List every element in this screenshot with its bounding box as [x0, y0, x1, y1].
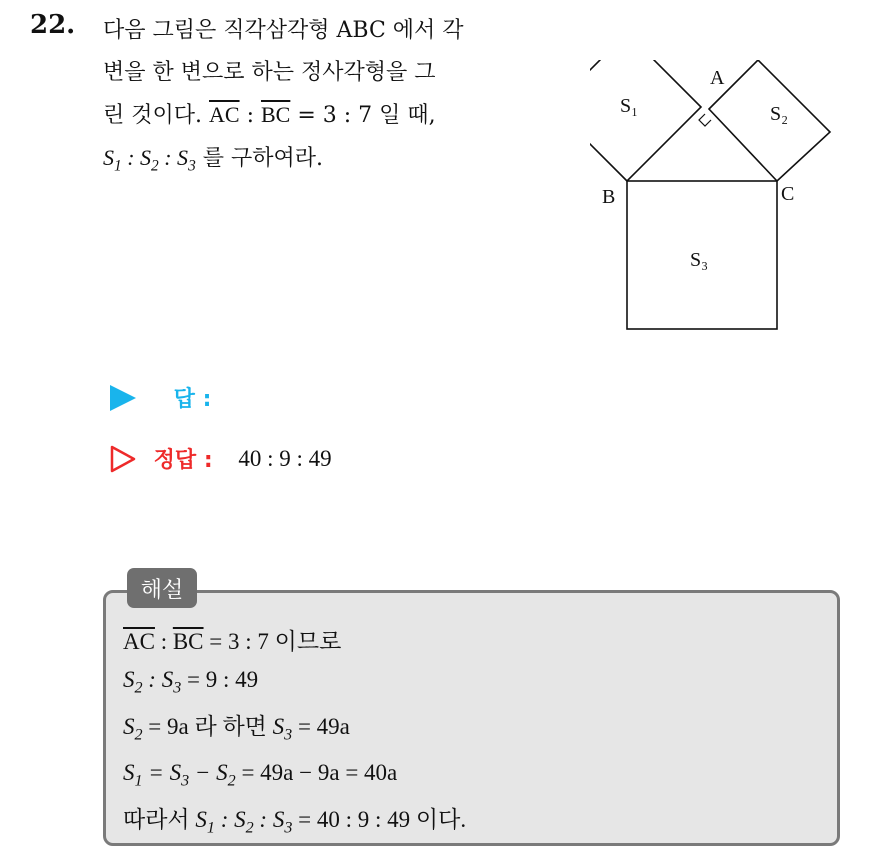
question-line-2: 변을 한 변으로 하는 정사각형을 그: [103, 60, 436, 85]
solution-line-4: $S_1 = S_3 - S_2 = 49a - 9a = 40a$: [123, 760, 398, 790]
right-angle-mark: [699, 114, 711, 126]
ratio-colon: :: [246, 103, 254, 128]
sol-segment-bc: $\overline{BC}$: [172, 629, 204, 654]
answer-blank-row: [110, 382, 211, 413]
solution-tab: 해설: [127, 568, 197, 608]
outline-triangle-icon: [110, 445, 136, 473]
s2-label: S₂: [770, 103, 789, 125]
solution-line-1: [123, 623, 466, 661]
solution-line-2: $S_2$ : $S_3 = 9$ : 49: [123, 667, 259, 697]
ratio-s1-s2-s3: $S_1$ : $S_2$ : $S_3$: [103, 145, 196, 175]
question-text: [103, 10, 533, 187]
solution-line-1-rest: = 3 : 7 이므로: [203, 629, 342, 654]
solution-line-2-rest: = 9 : 49: [181, 667, 259, 692]
vertex-c-label: C: [781, 183, 795, 205]
filled-triangle-icon: [110, 385, 136, 411]
vertex-b-label: B: [602, 186, 616, 208]
question-line-3-prefix: 린 것이다.: [103, 103, 202, 128]
question-line-3-suffix: = 3 : 7 일 때,: [297, 103, 436, 128]
correct-answer-row: [110, 443, 332, 474]
solution-line-5-rest: = 40 : 9 : 49 이다.: [292, 806, 467, 832]
correct-answer-value: 40 : 9 : 49: [238, 445, 332, 471]
question-number: 22.: [30, 10, 76, 40]
s1-label: S₁: [620, 95, 639, 117]
solution-line-3-mid: = 9a 라 하면: [142, 713, 273, 739]
question-line-4: [103, 137, 533, 187]
answer-blank-label: 답 :: [173, 387, 212, 412]
solution-line-3-rest: = 49a: [292, 713, 350, 739]
segment-bc: $\overline{BC}$: [260, 102, 291, 127]
solution-line-3: $S_2 = 9a$ 라 하면 $S_3 = 49a$: [123, 713, 350, 744]
pythagoras-figure: [590, 60, 860, 335]
question-line-4-suffix: 를 구하여라.: [202, 146, 324, 171]
sol-segment-ac: $\overline{AC}$: [123, 629, 155, 654]
vertex-a-label: A: [710, 67, 725, 89]
question-line-1: 다음 그림은 직각삼각형 ABC 에서 각: [103, 18, 464, 43]
solution-lines: [123, 623, 466, 847]
sol-colon: :: [154, 629, 173, 654]
question-line-3: [103, 94, 533, 137]
correct-answer-label: 정답 :: [153, 448, 213, 473]
solution-line-4-rest: = 49a − 9a = 40a: [235, 760, 398, 786]
solution-line-5: 따라서 $S_1$ : $S_2$ : $S_3 = 40$ : 9 : 49 이다.: [123, 806, 467, 837]
square-s1: [590, 60, 701, 181]
solution-line-5-prefix: 따라서: [123, 806, 196, 832]
segment-ac: $\overline{AC}$: [209, 102, 240, 127]
s3-label: S₃: [690, 249, 709, 271]
